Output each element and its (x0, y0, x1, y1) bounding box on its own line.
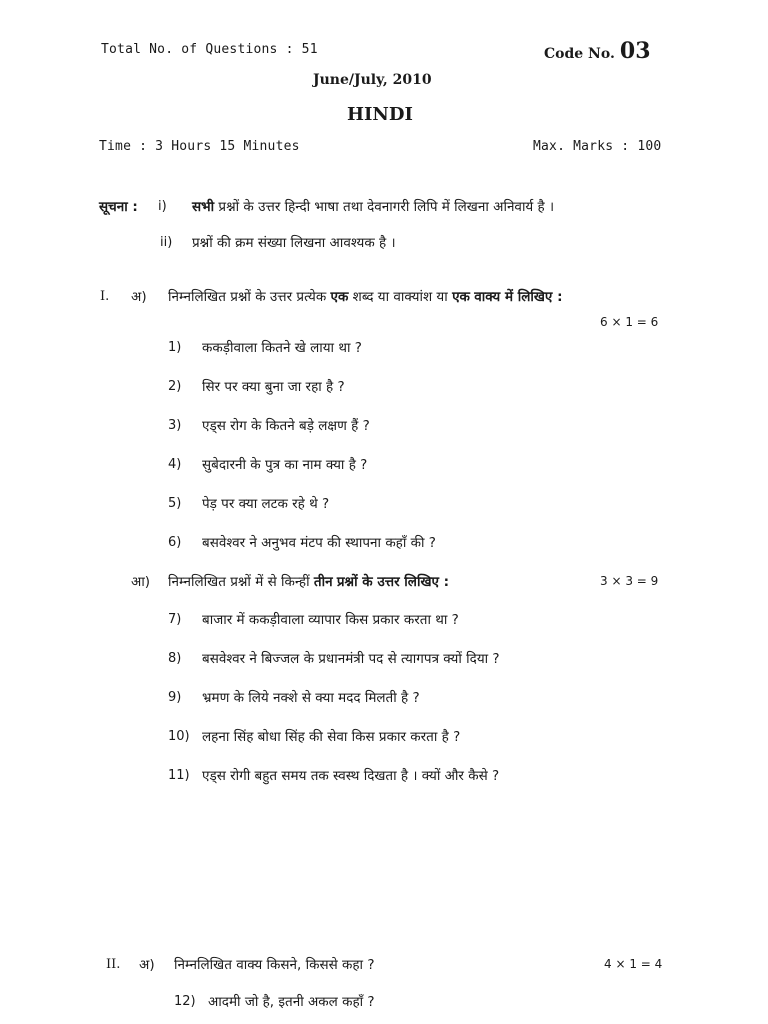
question-num: 9) (168, 690, 182, 705)
part-instruction (168, 572, 449, 590)
question-text: बसवेश्वर ने अनुभव मंटप की स्थापना कहाँ की ? (202, 535, 436, 551)
question-text: सुबेदारनी के पुत्र का नाम क्या है ? (202, 457, 368, 473)
question-num: 3) (168, 418, 182, 433)
instruction-text: प्रश्नों के उत्तर हिन्दी भाषा तथा देवनागरी लिपि में लिखना अनिवार्य है । (218, 199, 555, 215)
code-value: 03 (619, 38, 651, 64)
max-marks: Max. Marks : 100 (533, 139, 662, 154)
instruction-item (192, 197, 554, 215)
exam-date: June/July, 2010 (313, 72, 432, 88)
total-questions: Total No. of Questions : 51 (101, 42, 318, 57)
question-num: 8) (168, 651, 182, 666)
question-text: लहना सिंह बोधा सिंह की सेवा किस प्रकार करता है ? (202, 729, 461, 745)
part-instruction (168, 287, 562, 305)
question-num: 1) (168, 340, 182, 355)
instructions-label: सूचना : (99, 199, 138, 215)
part-instruction-text: शब्द या वाक्यांश या (352, 289, 448, 305)
instruction-num: ii) (160, 235, 173, 250)
part-instruction: निम्नलिखित वाक्य किसने, किससे कहा ? (174, 957, 375, 973)
question-text: सिर पर क्या बुना जा रहा है ? (202, 379, 345, 395)
question-num: 12) (174, 994, 196, 1009)
question-text: ककड़ीवाला कितने खे लाया था ? (202, 340, 362, 356)
time-allowed: Time : 3 Hours 15 Minutes (99, 139, 300, 154)
question-text: एड्स रोगी बहुत समय तक स्वस्थ दिखता है । क्यों और कैसे ? (202, 768, 500, 784)
question-text: आदमी जो है, इतनी अकल कहाँ ? (208, 994, 375, 1010)
part-label: आ) (131, 574, 151, 590)
part-instruction-text: वाक्य में लिखिए : (474, 289, 563, 305)
code-block (544, 38, 651, 64)
part-instruction-bold: एक (452, 289, 470, 305)
part-label: अ) (139, 957, 155, 973)
question-text: एड्स रोग के कितने बड़े लक्षण हैं ? (202, 418, 370, 434)
section-roman: I. (100, 289, 110, 304)
marks-allocation: 4 × 1 = 4 (604, 957, 663, 971)
question-num: 11) (168, 768, 190, 783)
question-num: 7) (168, 612, 182, 627)
question-text: बसवेश्वर ने बिज्जल के प्रधानमंत्री पद से त्यागपत्र क्यों दिया ? (202, 651, 500, 667)
code-label: Code No. (544, 46, 615, 62)
section-roman: II. (106, 957, 121, 972)
question-num: 2) (168, 379, 182, 394)
question-text: भ्रमण के लिये नक्शे से क्या मदद मिलती है ? (202, 690, 420, 706)
part-instruction-text: निम्नलिखित प्रश्नों के उत्तर प्रत्येक (168, 289, 327, 305)
question-num: 6) (168, 535, 182, 550)
question-text: पेड़ पर क्या लटक रहे थे ? (202, 496, 330, 512)
part-instruction-text: प्रश्नों के उत्तर लिखिए : (336, 574, 450, 590)
part-instruction-text: निम्नलिखित प्रश्नों में से किन्हीं (168, 574, 310, 590)
question-num: 5) (168, 496, 182, 511)
part-instruction-bold: एक (330, 289, 349, 305)
marks-allocation: 6 × 1 = 6 (600, 315, 659, 329)
question-text: बाजार में ककड़ीवाला व्यापार किस प्रकार करता था ? (202, 612, 459, 628)
question-num: 10) (168, 729, 190, 744)
instruction-num: i) (158, 199, 167, 214)
instruction-bold: सभी (192, 199, 215, 215)
part-label: अ) (131, 289, 147, 305)
question-num: 4) (168, 457, 182, 472)
part-instruction-bold: तीन (313, 574, 333, 590)
subject-title: HINDI (347, 104, 413, 125)
marks-allocation: 3 × 3 = 9 (600, 574, 659, 588)
instruction-text: प्रश्नों की क्रम संख्या लिखना आवश्यक है । (192, 235, 396, 251)
